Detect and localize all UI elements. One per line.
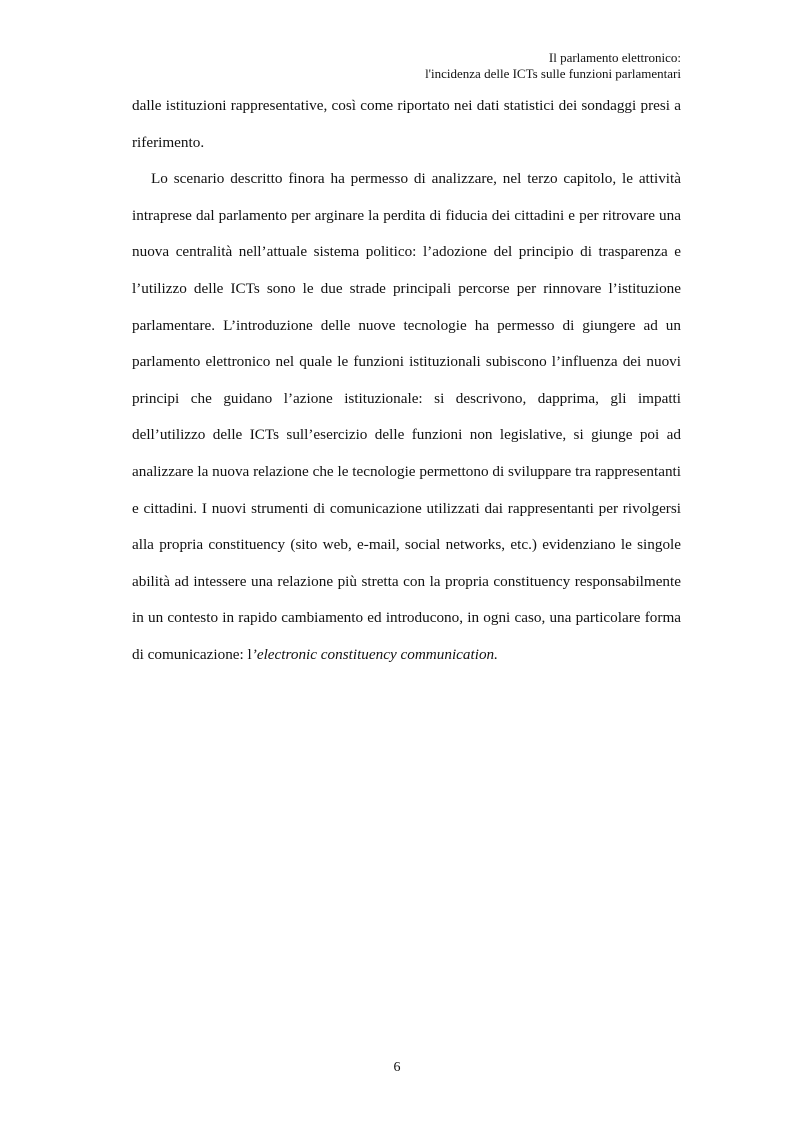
header-title-line: Il parlamento elettronico:	[548, 50, 681, 65]
paragraph-main-text: Lo scenario descritto finora ha permesso di analizzare, nel terzo capitolo, le attività intraprese dal parlamento per arginare la perdita di fiducia dei cittadini e per ritrovare una nuova centralità nell’attuale sistema politico: l’adozione del principio di trasparenza e l’utilizzo delle ICTs sono le due strade principali percorse per rinnovare l’istituzione parlamentare. L’introduzione delle nuove tecnologie ha permesso di giungere ad un parlamento elettronico nel quale le funzioni istituzionali subiscono l’influenza dei nuovi principi che guidano l’azione istituzionale: si descrivono, dapprima, gli impatti dell’utilizzo delle ICTs sull’esercizio delle funzioni non legislative, si giunge poi ad analizzare la nuova relazione che le tecnologie permettono di sviluppare tra rappresentanti e cittadini. I nuovi strumenti di comunicazione utilizzati dai rappresentanti per rivolgersi alla propria constituency (sito web, e-mail, social networks, etc.) evidenziano le singole abilità ad intessere una relazione più stretta con la propria constituency responsabilmente in un contesto in rapido cambiamento ed introducono, in ogni caso, una particolare forma di comunicazione: l	[132, 170, 681, 663]
running-header	[425, 50, 681, 82]
italic-term: ’electronic constituency communication.	[251, 645, 498, 663]
header-subtitle-line: l'incidenza delle ICTs sulle funzioni parlamentari	[425, 66, 681, 81]
page-number: 6	[393, 1060, 401, 1075]
paragraph-continuation: dalle istituzioni rappresentative, così come riportato nei dati statistici dei sondaggi presi a riferimento.	[132, 97, 681, 151]
paragraph-chapter-three-summary	[132, 161, 681, 673]
body-text	[132, 88, 681, 674]
